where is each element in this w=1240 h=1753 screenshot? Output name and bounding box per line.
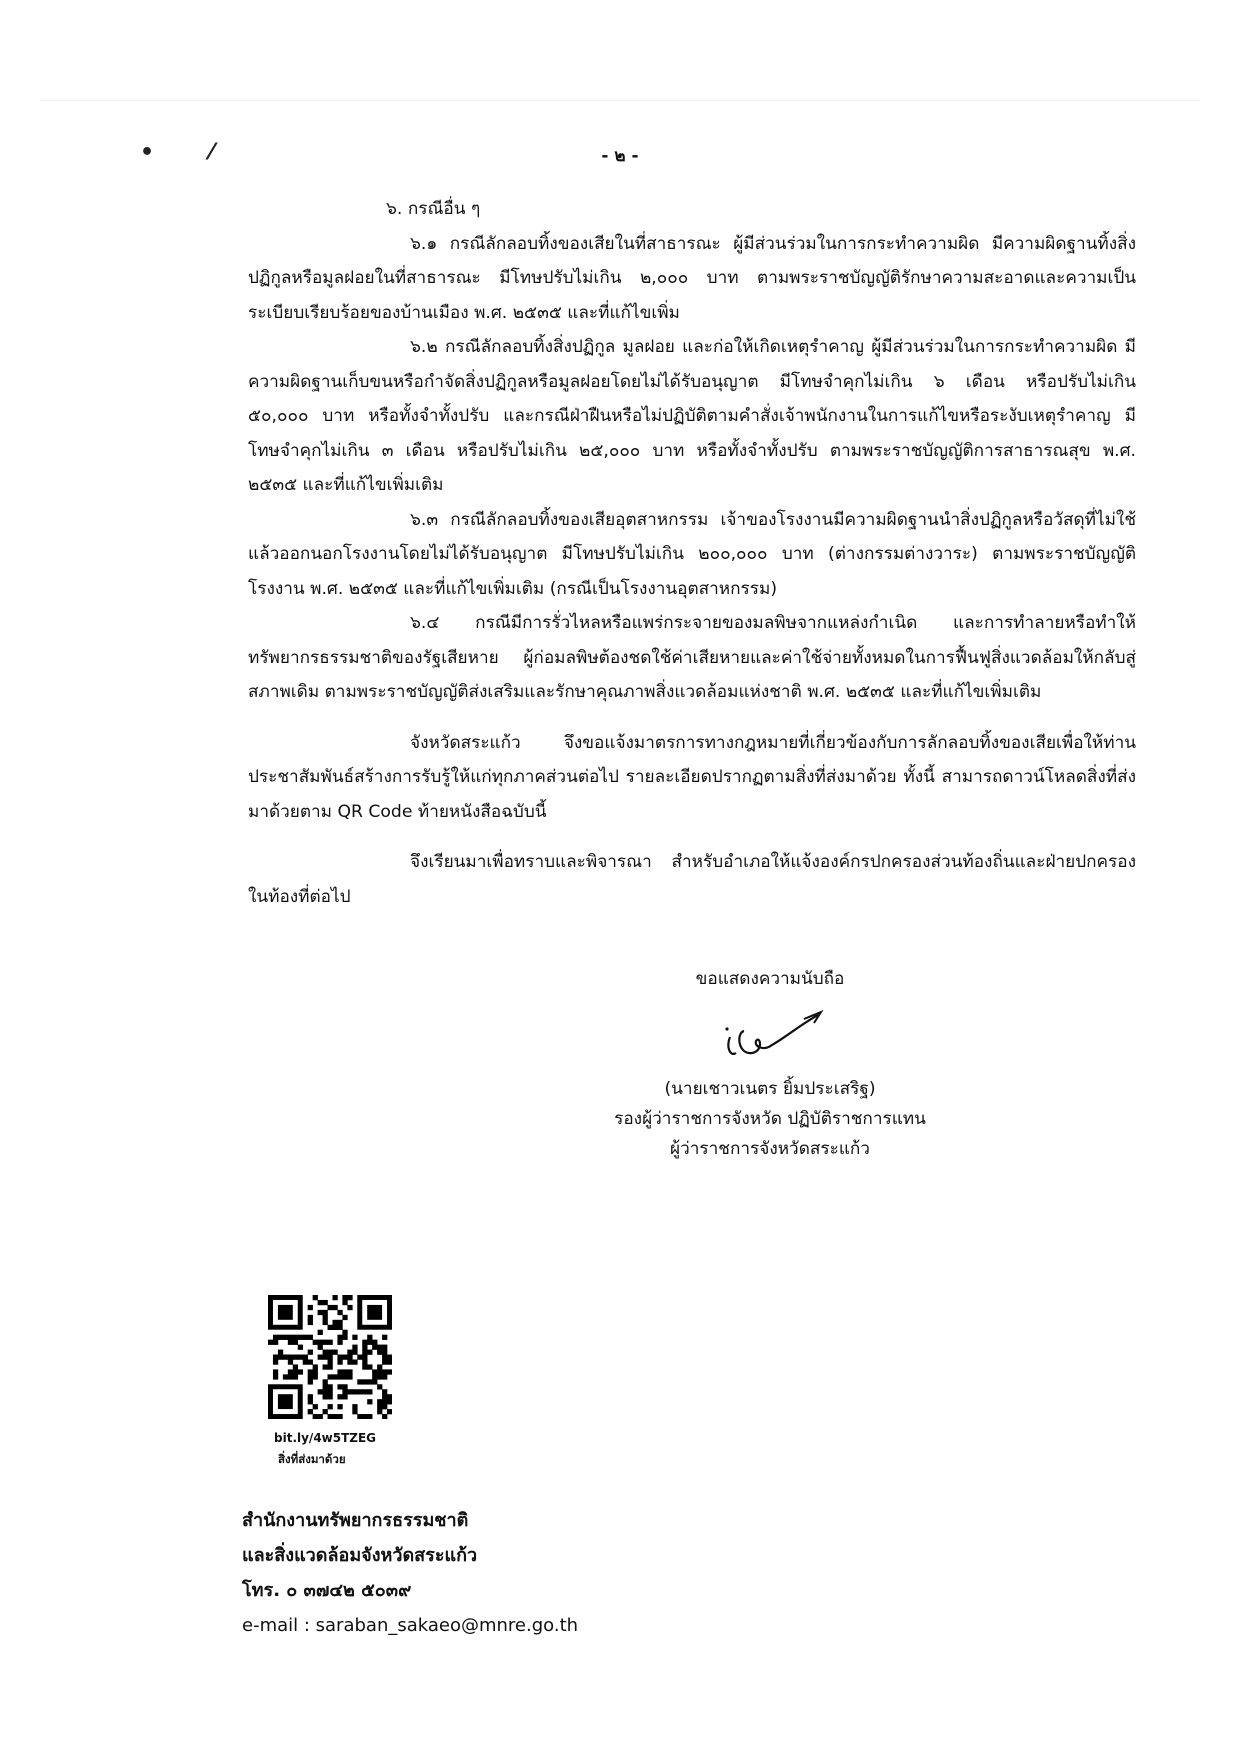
- qr-caption: สิ่งที่ส่งมาด้วย: [278, 1452, 346, 1466]
- office-email[interactable]: e-mail : saraban_sakaeo@mnre.go.th: [242, 1615, 579, 1636]
- closing-salutation: ขอแสดงความนับถือ: [695, 969, 845, 989]
- handwritten-signature: [520, 1004, 1020, 1074]
- office-name-line-2: และสิ่งแวดล้อมจังหวัดสระแก้ว: [242, 1545, 478, 1566]
- case-6-4-paragraph: ๖.๔ กรณีมีการรั่วไหลหรือแพร่กระจายของมลพิษจากแหล่งกำเนิด และการทำลายหรือทำให้ทรัพยากรธรรมชาติของรัฐเสียหาย ผู้ก่อมลพิษต้องชดใช้ค่าเสียหายและค่าใช้จ่ายทั้งหมดในการฟื้นฟูสิ่งแวดล้อมให้กลับสู่สภาพเดิม ตามพระราชบัญญัติส่งเสริมและรักษาคุณภาพสิ่งแวดล้อมแห่งชาติ พ.ศ. ๒๕๓๕ และที่แก้ไขเพิ่มเติม: [248, 613, 1136, 702]
- conclusion-paragraph: จึงเรียนมาเพื่อทราบและพิจารณา สำหรับอำเภอให้แจ้งองค์กรปกครองส่วนท้องถิ่นและฝ่ายปกครองในท้องที่ต่อไป: [248, 852, 1136, 907]
- case-6-2-paragraph: ๖.๒ กรณีลักลอบทิ้งสิ่งปฏิกูล มูลฝอย และก่อให้เกิดเหตุรำคาญ ผู้มีส่วนร่วมในการกระทำความผิด มีความผิดฐานเก็บขนหรือกำจัดสิ่งปฏิกูลหรือมูลฝอยโดยไม่ได้รับอนุญาต มีโทษจำคุกไม่เกิน ๖ เดือน หรือปรับไม่เกิน ๕๐,๐๐๐ บาท หรือทั้งจำทั้งปรับ และกรณีฝ่าฝืนหรือไม่ปฏิบัติตามคำสั่งเจ้าพนักงานในการแก้ไขหรือระงับเหตุรำคาญ มีโทษจำคุกไม่เกิน ๓ เดือน หรือปรับไม่เกิน ๒๕,๐๐๐ บาท หรือทั้งจำทั้งปรับ ตามพระราชบัญญัติการสาธารณสุข พ.ศ. ๒๕๓๕ และที่แก้ไขเพิ่มเติม: [248, 337, 1136, 495]
- case-6-1-paragraph: ๖.๑ กรณีลักลอบทิ้งของเสียในที่สาธารณะ ผู้มีส่วนร่วมในการกระทำความผิด มีความผิดฐานทิ้งสิ่งปฏิกูลหรือมูลฝอยในที่สาธารณะ มีโทษปรับไม่เกิน ๒,๐๐๐ บาท ตามพระราชบัญญัติรักษาความสะอาดและความเป็นระเบียบเรียบร้อยของบ้านเมือง พ.ศ. ๒๕๓๕ และที่แก้ไขเพิ่ม: [248, 233, 1136, 323]
- office-contact: [242, 1503, 578, 1643]
- signature-scribble: [700, 1007, 840, 1071]
- case-6-heading: ๖. กรณีอื่น ๆ: [386, 199, 481, 219]
- qr-code-block: [268, 1295, 398, 1469]
- page-number: - ๒ -: [601, 146, 639, 166]
- scan-specks: • ⁄: [140, 140, 238, 165]
- qr-url[interactable]: bit.ly/4w5TZEG: [274, 1431, 377, 1445]
- scan-edge-line: [40, 100, 1200, 101]
- signature-block: [520, 964, 1020, 1164]
- request-paragraph: จังหวัดสระแก้ว จึงขอแจ้งมาตรการทางกฎหมายที่เกี่ยวข้องกับการลักลอบทิ้งของเสียเพื่อให้ท่านประชาสัมพันธ์สร้างการรับรู้ให้แก่ทุกภาคส่วนต่อไป รายละเอียดปรากฏตามสิ่งที่ส่งมาด้วย ทั้งนี้ สามารถดาวน์โหลดสิ่งที่ส่งมาด้วยตาม QR Code ท้ายหนังสือฉบับนี้: [248, 732, 1136, 822]
- signer-name: (นายเชาวเนตร ยิ้มประเสริฐ): [664, 1079, 876, 1099]
- paragraph-gap: [248, 710, 1136, 726]
- paragraph-gap: [248, 829, 1136, 845]
- signer-position-2: ผู้ว่าราชการจังหวัดสระแก้ว: [670, 1139, 870, 1159]
- case-6-3-paragraph: ๖.๓ กรณีลักลอบทิ้งของเสียอุตสาหกรรม เจ้าของโรงงานมีความผิดฐานนำสิ่งปฏิกูลหรือวัสดุที่ไม่ใช้แล้วออกนอกโรงงานโดยไม่ได้รับอนุญาต มีโทษปรับไม่เกิน ๒๐๐,๐๐๐ บาท (ต่างกรรมต่างวาระ) ตามพระราชบัญญัติโรงงาน พ.ศ. ๒๕๓๕ และที่แก้ไขเพิ่มเติม (กรณีเป็นโรงงานอุตสาหกรรม): [248, 509, 1136, 599]
- office-name-line-1: สำนักงานทรัพยากรธรรมชาติ: [242, 1510, 469, 1531]
- signer-position-1: รองผู้ว่าราชการจังหวัด ปฏิบัติราชการแทน: [614, 1109, 926, 1129]
- letter-body: [248, 192, 1136, 914]
- qr-code[interactable]: [268, 1295, 392, 1419]
- office-phone: โทร. ๐ ๓๗๔๒ ๕๐๓๙: [242, 1580, 412, 1601]
